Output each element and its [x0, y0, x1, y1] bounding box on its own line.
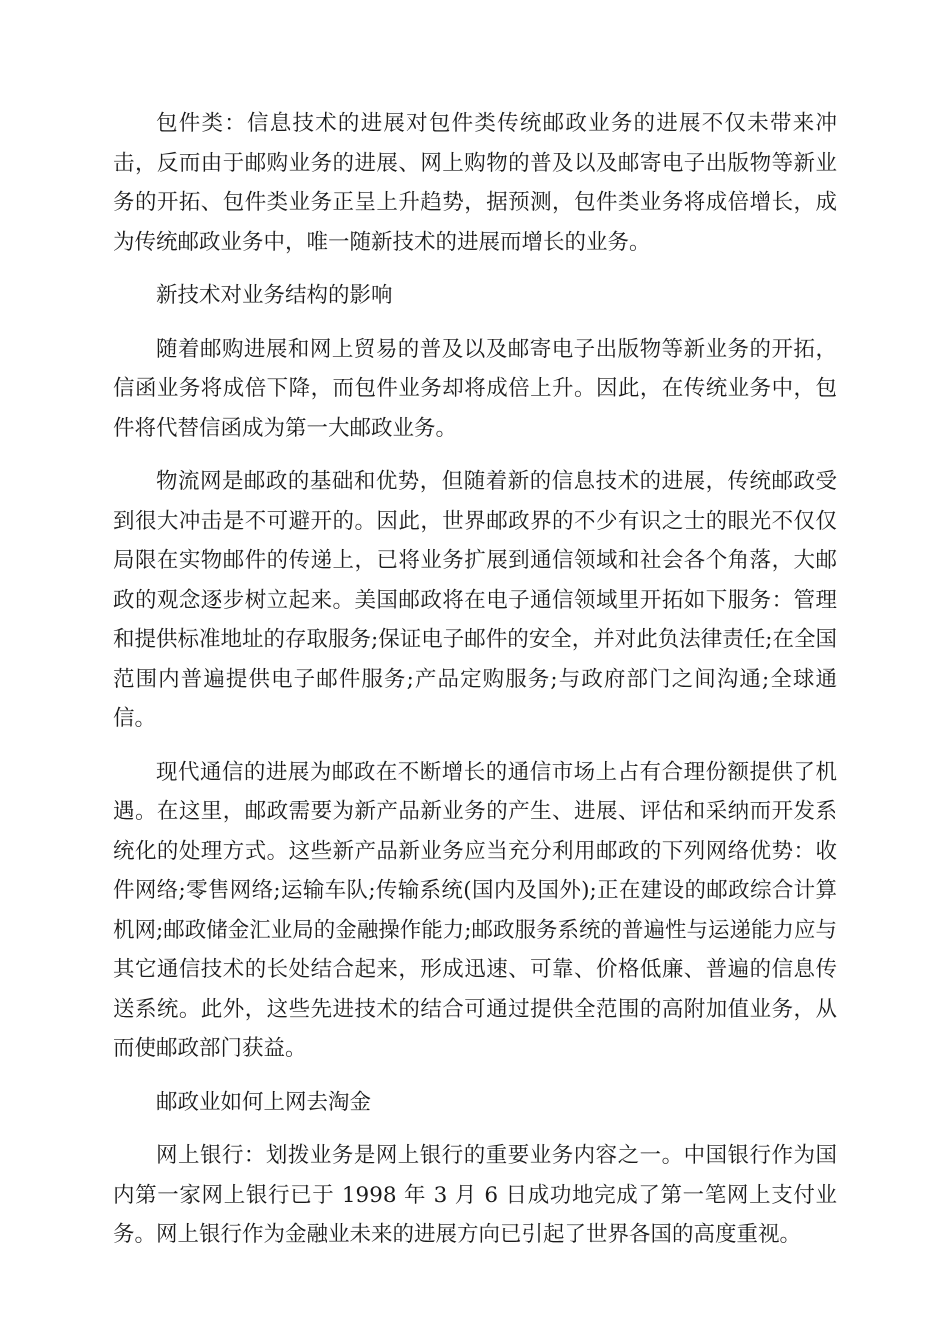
paragraph-online-banking: 网上银行：划拨业务是网上银行的重要业务内容之一。中国银行作为国内第一家网上银行已于 1998 年 3 月 6 日成功地完成了第一笔网上支付业务。网上银行作为金融业未来的进展方向已引起了世界各国的高度重视。: [113, 1143, 837, 1247]
paragraph-modern-communication: 现代通信的进展为邮政在不断增长的通信市场上占有合理份额提供了机遇。在这里，邮政需要为新产品新业务的产生、进展、评估和采纳而开发系统化的处理方式。这些新产品新业务应当充分利用邮政的下列网络优势：收件网络;零售网络;运输车队;传输系统(国内及国外);正在建设的邮政综合计算机网;邮政储金汇业局的金融操作能力;邮政服务系统的普遍性与运递能力应与其它通信技术的长处结合起来，形成迅速、可靠、价格低廉、普遍的信息传送系统。此外，这些先进技术的结合可通过提供全范围的高附加值业务，从而使邮政部门获益。: [113, 759, 837, 1061]
document-body: [113, 104, 837, 1269]
paragraph-mail-order-impact: 随着邮购进展和网上贸易的普及以及邮寄电子出版物等新业务的开拓，信函业务将成倍下降，而包件业务却将成倍上升。因此，在传统业务中，包件将代替信函成为第一大邮政业务。: [113, 336, 837, 441]
paragraph-logistics-network: 物流网是邮政的基础和优势，但随着新的信息技术的进展，传统邮政受到很大冲击是不可避开的。因此，世界邮政界的不少有识之士的眼光不仅仅局限在实物邮件的传递上，已将业务扩展到通信领域和社会各个角落，大邮政的观念逐步树立起来。美国邮政将在电子通信领域里开拓如下服务：管理和提供标准地址的存取服务;保证电子邮件的安全，并对此负法律责任;在全国范围内普遍提供电子邮件服务;产品定购服务;与政府部门之间沟通;全球通信。: [113, 469, 837, 731]
section-heading-online-gold: 邮政业如何上网去淘金: [156, 1089, 372, 1115]
section-heading-business-structure: 新技术对业务结构的影响: [156, 283, 393, 308]
paragraph-parcel-business: 包件类：信息技术的进展对包件类传统邮政业务的进展不仅未带来冲击，反而由于邮购业务的进展、网上购物的普及以及邮寄电子出版物等新业务的开拓、包件类业务正呈上升趋势，据预测，包件类业务将成倍增长，成为传统邮政业务中，唯一随新技术的进展而增长的业务。: [113, 111, 837, 255]
